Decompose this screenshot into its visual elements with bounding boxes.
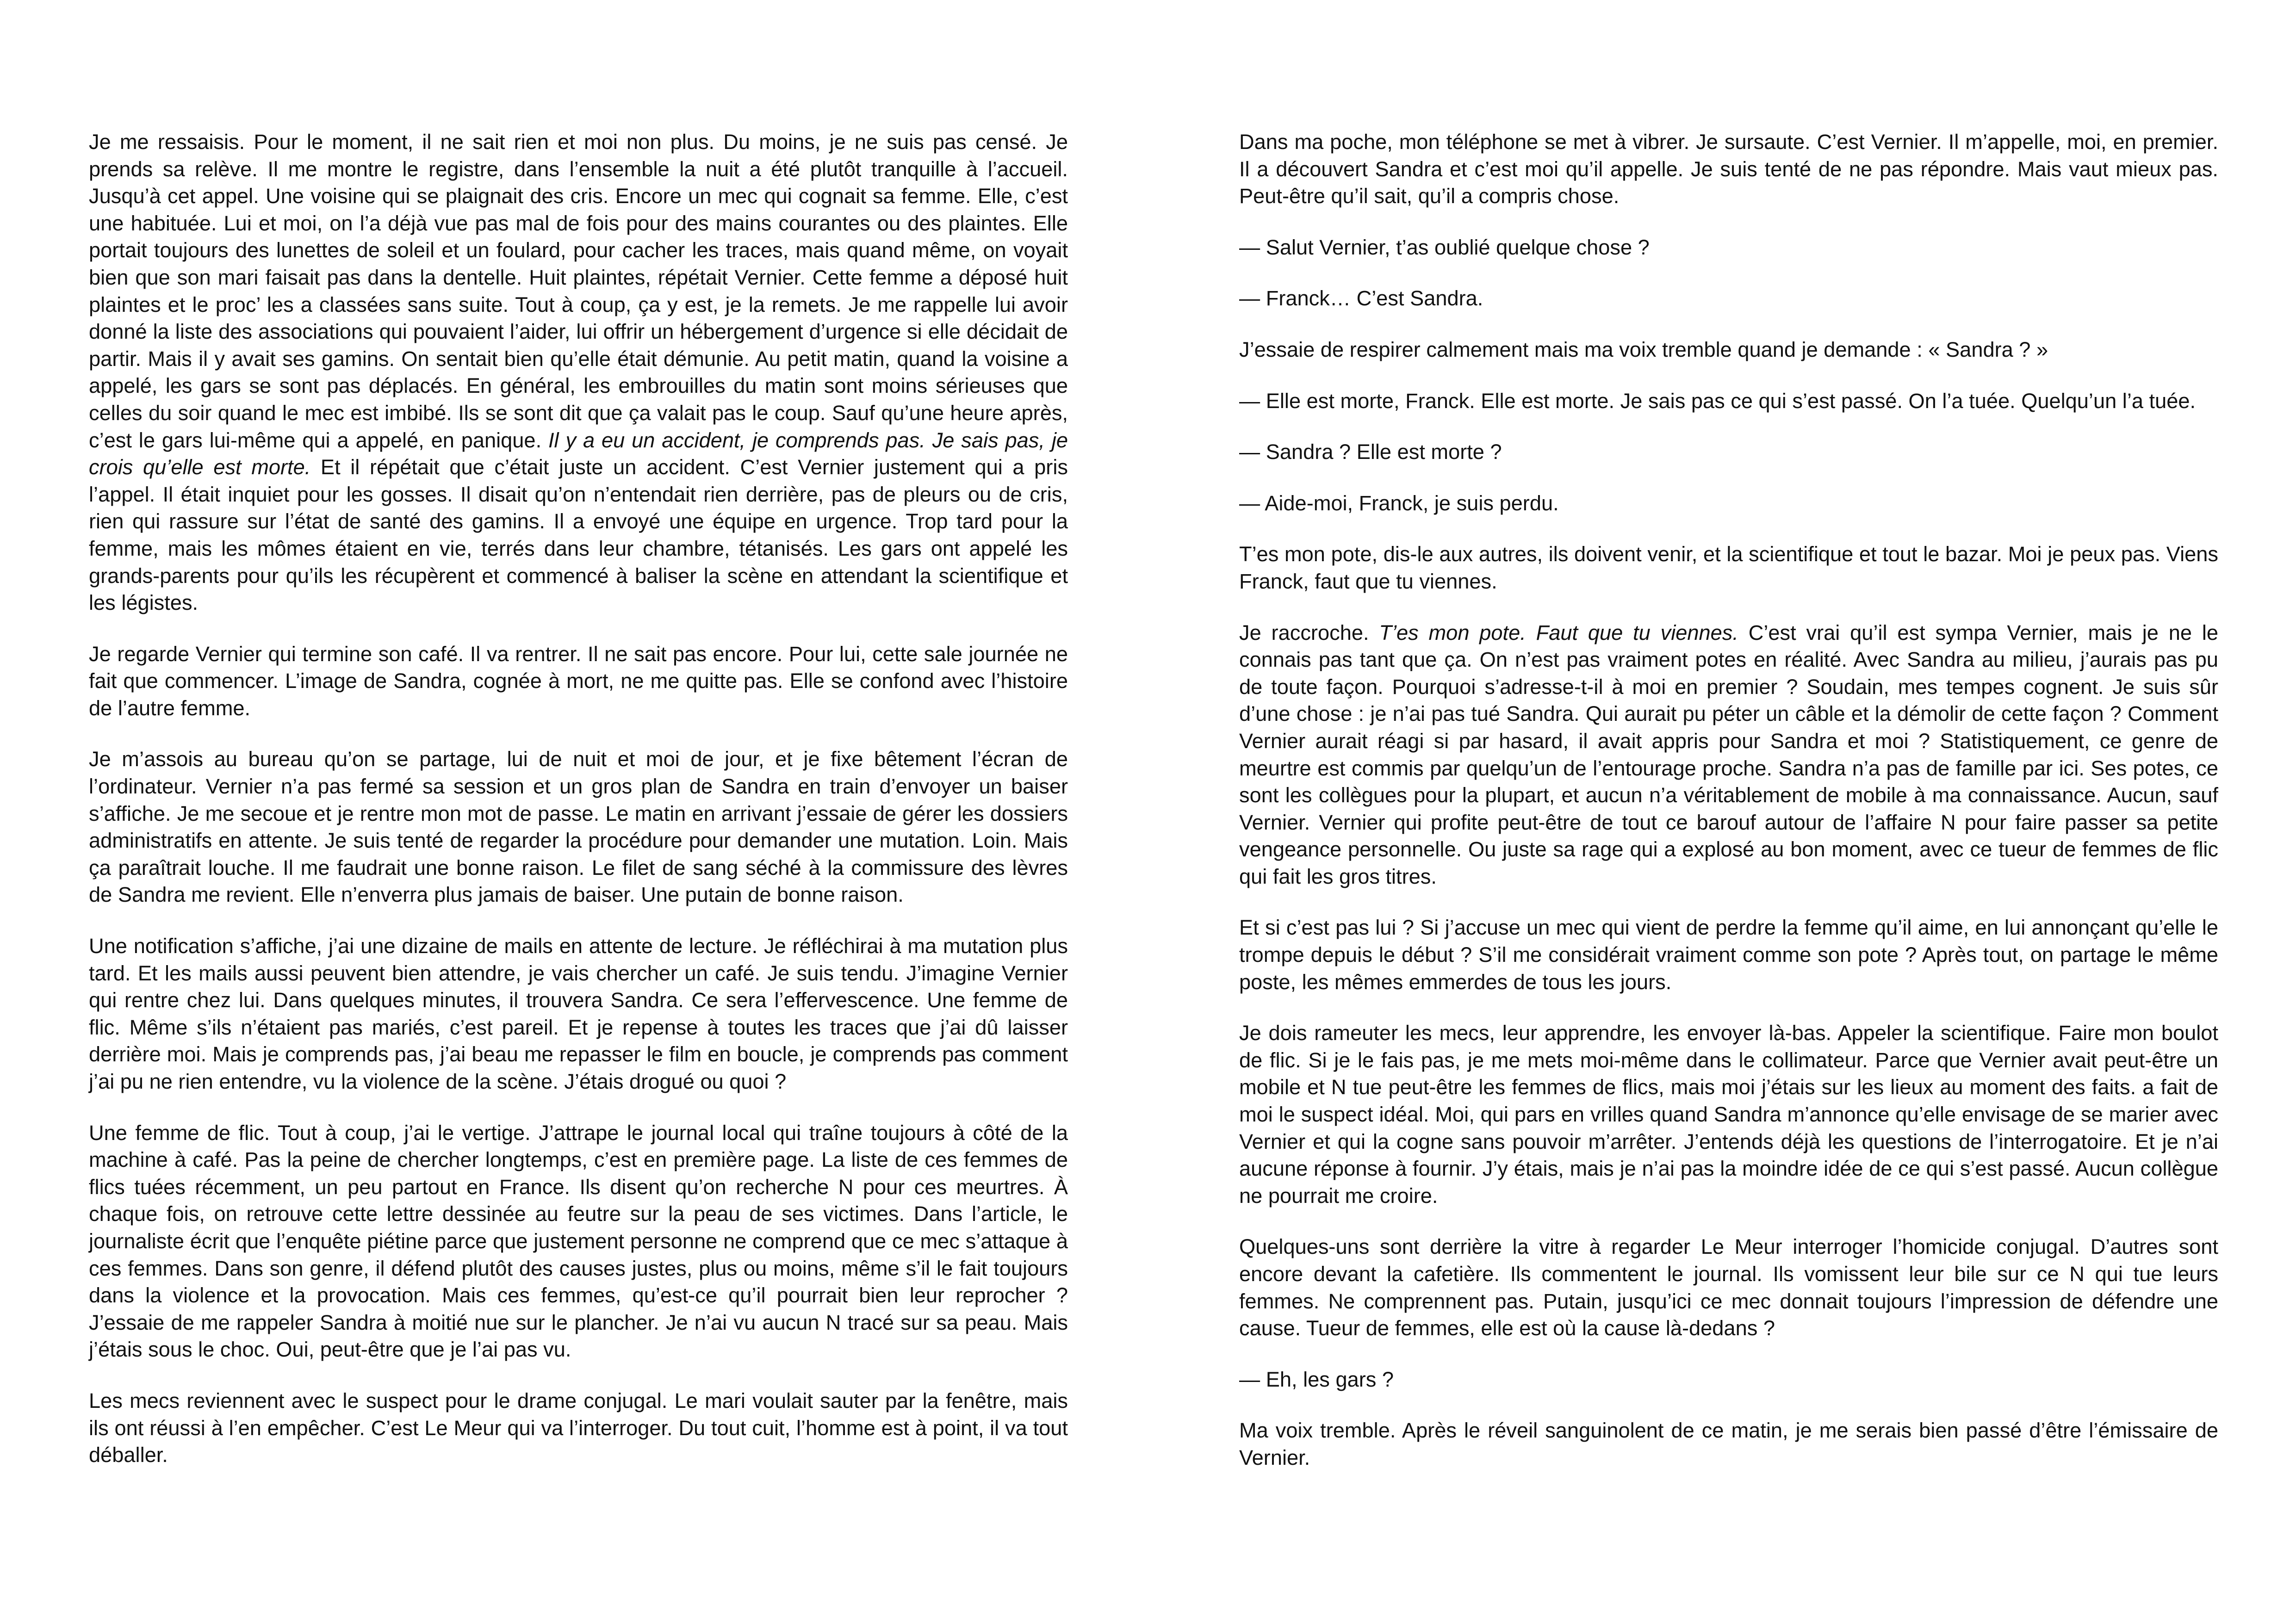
text-run: C’est vrai qu’il est sympa Vernier, mais je ne le connais pas tant que ça. On n’est pas vraiment potes en réalité. Avec Sandra au milieu, j’aurais pas pu de toute façon. Pourquoi s’adresse-t-il à moi en premier ? Soudain, mes tempes cognent. Je suis sûr d’une chose : je n’ai pas tué Sandra. Qui aurait pu péter un câble et la démolir de cette façon ? Comment Vernier aurait réagi si par hasard, il avait appris pour Sandra et moi ? Statistiquement, ce genre de meurtre est commis par quelqu’un de l’entourage proche. Sandra n’a pas de famille par ici. Ses potes, ce sont les collègues pour la plupart, et aucun n’a véritablement de mobile à ma connaissance. Aucun, sauf Vernier. Vernier qui profite peut-être de tout ce barouf autour de l’affaire N pour faire passer sa petite vengeance personnelle. Ou juste sa rage qui a explosé au bon moment, avec ce tueur de femmes de flic qui fait les gros titres. (1239, 620, 2218, 888)
text-run: T’es mon pote, dis-le aux autres, ils doivent venir, et la scientifique et tout le bazar. Moi je peux pas. Viens Franck, faut que tu viennes. (1239, 542, 2218, 593)
right-page (1239, 129, 2218, 1496)
text-run: Les mecs reviennent avec le suspect pour le drame conjugal. Le mari voulait sauter par la fenêtre, mais ils ont réussi à l’en empêcher. C’est Le Meur qui va l’interroger. Du tout cuit, l’homme est à point, il va tout déballer. (89, 1388, 1068, 1467)
dialogue-line (1239, 490, 2218, 517)
text-run: Je regarde Vernier qui termine son café. Il va rentrer. Il ne sait pas encore. Pour lui, cette sale journée ne fait que commencer. L’image de Sandra, cognée à mort, ne me quitte pas. Elle se confond avec l’histoire de l’autre femme. (89, 642, 1068, 720)
dialogue-line (1239, 388, 2218, 415)
text-run: Et si c’est pas lui ? Si j’accuse un mec qui vient de perdre la femme qu’il aime, en lui annonçant qu’elle le trompe depuis le début ? S’il me considérait vraiment comme son pote ? Après tout, on partage le même poste, les mêmes emmerdes de tous les jours. (1239, 916, 2218, 994)
text-run: Quelques-uns sont derrière la vitre à regarder Le Meur interroger l’homicide conjugal. D’autres sont encore devant la cafetière. Ils commentent le journal. Ils vomissent leur bile sur ce N qui tue leurs femmes. Ne comprennent pas. Putain, jusqu’ici ce mec donnait toujours l’impression de défendre une cause. Tueur de femmes, elle est où la cause là-dedans ? (1239, 1235, 2218, 1340)
italic-run: T’es mon pote. Faut que tu viennes. (1379, 620, 1738, 644)
paragraph (89, 746, 1068, 909)
paragraph (89, 1120, 1068, 1363)
dialogue-line (1239, 439, 2218, 466)
text-run: Dans ma poche, mon téléphone se met à vibrer. Je sursaute. C’est Vernier. Il m’appelle, moi, en premier. Il a découvert Sandra et c’est moi qu’il appelle. Je suis tenté de ne pas répondre. Mais vaut mieux pas. Peut-être qu’il sait, qu’il a compris chose. (1239, 130, 2218, 208)
paragraph (1239, 1417, 2218, 1471)
text-run: — Salut Vernier, t’as oublié quelque chose ? (1239, 235, 1650, 259)
text-run: — Sandra ? Elle est morte ? (1239, 440, 1502, 464)
paragraph (89, 641, 1068, 722)
paragraph (89, 933, 1068, 1096)
text-run: — Aide-moi, Franck, je suis perdu. (1239, 491, 1559, 515)
paragraph (1239, 1020, 2218, 1209)
paragraph (1239, 1233, 2218, 1342)
dialogue-line (1239, 234, 2218, 261)
text-run: Je dois rameuter les mecs, leur apprendre, les envoyer là-bas. Appeler la scientifique. Faire mon boulot de flic. Si je le fais pas, je me mets moi-même dans le collimateur. Parce que Vernier avait peut-être un mobile et N tue peut-être les femmes de flics, mais moi j’étais sur les lieux au moment des faits. a fait de moi le suspect idéal. Moi, qui pars en vrilles quand Sandra m’annonce qu’elle envisage de se marier avec Vernier et qui la cogne sans pouvoir m’arrêter. J’entends déjà les questions de l’interrogatoire. Et je n’ai aucune réponse à fournir. J’y étais, mais je n’ai pas la moindre idée de ce qui s’est passé. Aucun collègue ne pourrait me croire. (1239, 1021, 2218, 1208)
text-run: — Eh, les gars ? (1239, 1367, 1394, 1391)
paragraph (1239, 336, 2218, 364)
text-run: — Franck… C’est Sandra. (1239, 286, 1483, 310)
text-run: Je m’assois au bureau qu’on se partage, lui de nuit et moi de jour, et je fixe bêtement l’écran de l’ordinateur. Vernier n’a pas fermé sa session et un gros plan de Sandra en train d’envoyer un baiser s’affiche. Je me secoue et je rentre mon mot de passe. Le matin en arrivant j’essaie de gérer les dossiers administratifs en attente. Je suis tenté de regarder la procédure pour demander une mutation. Loin. Mais ça paraîtrait louche. Il me faudrait une bonne raison. Le filet de sang séché à la commissure des lèvres de Sandra me revient. Elle n’enverra plus jamais de baiser. Une putain de bonne raison. (89, 747, 1068, 907)
text-run: — Elle est morte, Franck. Elle est morte. Je sais pas ce qui s’est passé. On l’a tuée. Quelqu’un l’a tuée. (1239, 389, 2196, 413)
paragraph (1239, 914, 2218, 996)
text-run: Je raccroche. (1239, 620, 1379, 644)
text-run: Je me ressaisis. Pour le moment, il ne sait rien et moi non plus. Du moins, je ne suis pas censé. Je prends sa relève. Il me montre le registre, dans l’ensemble la nuit a été plutôt tranquille à l’accueil. Jusqu’à cet appel. Une voisine qui se plaignait des cris. Encore un mec qui cognait sa femme. Elle, c’est une habituée. Lui et moi, on l’a déjà vue pas mal de fois pour des mains courantes ou des plaintes. Elle portait toujours des lunettes de soleil et un foulard, pour cacher les traces, mais quand même, on voyait bien que son mari faisait pas dans la dentelle. Huit plaintes, répétait Vernier. Cette femme a déposé huit plaintes et le proc’ les a classées sans suite. Tout à coup, ça y est, je la remets. Je me rappelle lui avoir donné la liste des associations qui pouvaient l’aider, lui offrir un hébergement d’urgence si elle décidait de partir. Mais il y avait ses gamins. On sentait bien qu’elle était démunie. Au petit matin, quand la voisine a appelé, les gars se sont pas déplacés. En général, les embrouilles du matin sont moins sérieuses que celles du soir quand le mec est imbibé. Ils se sont dit que ça valait pas le coup. Sauf qu’une heure après, c’est le gars lui-même qui a appelé, en panique. (89, 130, 1068, 452)
dialogue-line (1239, 285, 2218, 312)
text-run: Et il répétait que c’était juste un accident. C’est Vernier justement qui a pris l’appel. Il était inquiet pour les gosses. Il disait qu’on n’entendait rien derrière, pas de pleurs ou de cris, rien qui rassure sur l’état de santé des gamins. Il a envoyé une équipe en urgence. Trop tard pour la femme, mais les mômes étaient en vie, terrés dans leur chambre, tétanisés. Les gars ont appelé les grands-parents pour qu’ils les récupèrent et commencé à baliser la scène en attendant la scientifique et les légistes. (89, 455, 1068, 615)
paragraph (89, 1388, 1068, 1469)
italic-run: Il y a eu un accident, je comprends pas. Je sais pas, je crois qu’elle est morte. (89, 428, 1068, 479)
text-run: Une femme de flic. Tout à coup, j’ai le vertige. J’attrape le journal local qui traîne toujours à côté de la machine à café. Pas la peine de chercher longtemps, c’est en première page. La liste de ces femmes de flics tuées récemment, un peu partout en France. Ils disent qu’on recherche N pour ces meurtres. À chaque fois, on retrouve cette lettre dessinée au feutre sur la peau de ses victimes. Dans l’article, le journaliste écrit que l’enquête piétine parce que justement personne ne comprend que ce mec s’attaque à ces femmes. Dans son genre, il défend plutôt des causes justes, plus ou moins, même s’il le fait toujours dans la violence et la provocation. Mais ces femmes, qu’est-ce qu’il pourrait bien leur reprocher ? J’essaie de me rappeler Sandra à moitié nue sur le plancher. Je n’ai vu aucun N tracé sur sa peau. Mais j’étais sous le choc. Oui, peut-être que je l’ai pas vu. (89, 1121, 1068, 1362)
left-page (89, 129, 1068, 1493)
text-run: J’essaie de respirer calmement mais ma voix tremble quand je demande : « Sandra ? » (1239, 337, 2048, 361)
paragraph (1239, 129, 2218, 210)
paragraph (1239, 541, 2218, 595)
text-run: Ma voix tremble. Après le réveil sanguinolent de ce matin, je me serais bien passé d’être l’émissaire de Vernier. (1239, 1419, 2218, 1469)
dialogue-line (1239, 1366, 2218, 1394)
paragraph (89, 129, 1068, 617)
paragraph (1239, 619, 2218, 891)
text-run: Une notification s’affiche, j’ai une dizaine de mails en attente de lecture. Je réfléchirai à ma mutation plus tard. Et les mails aussi peuvent bien attendre, je vais chercher un café. Je suis tendu. J’imagine Vernier qui rentre chez lui. Dans quelques minutes, il trouvera Sandra. Ce sera l’effervescence. Une femme de flic. Même s’ils n’étaient pas mariés, c’est pareil. Et je repense à toutes les traces que j’ai dû laisser derrière moi. Mais je comprends pas, j’ai beau me repasser le film en boucle, je comprends pas comment j’ai pu ne rien entendre, vu la violence de la scène. J’étais drogué ou quoi ? (89, 934, 1068, 1093)
